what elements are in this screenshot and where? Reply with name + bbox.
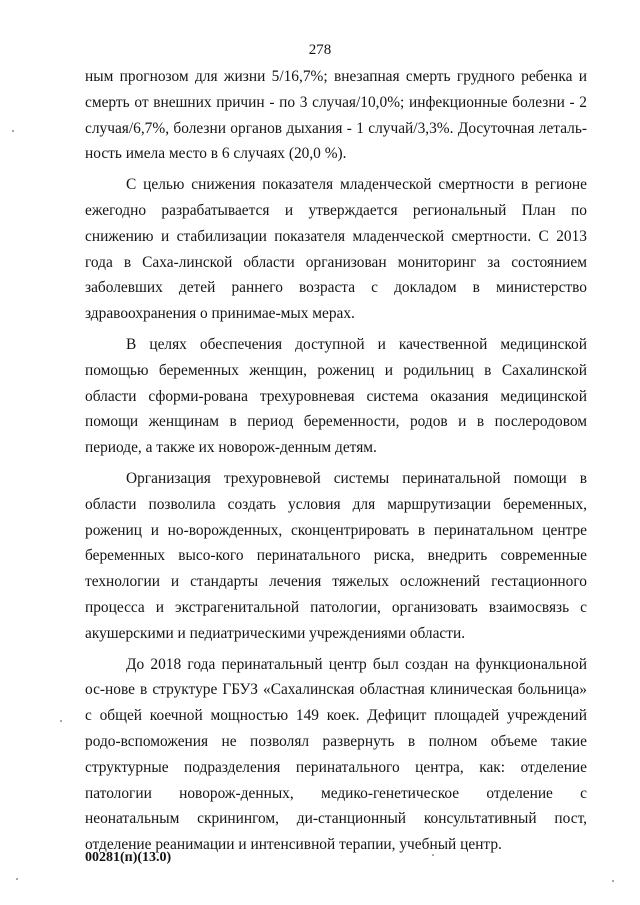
scan-artifact xyxy=(12,130,14,132)
paragraph: С целью снижения показателя младенческой смертности в регионе ежегодно разрабатывается и утверждается региональный План по снижению и стабилизации показателя младенческой смертности. С 2013 года в Саха-линской области организован мониторинг за состоянием заболевших детей раннего возраста с докладом в министерство здравоохранения о принимае-мых мерах. xyxy=(85,176,587,323)
scan-artifact xyxy=(60,720,62,722)
scan-artifact xyxy=(432,854,434,856)
paragraph-continuation: ным прогнозом для жизни 5/16,7%; внезапная смерть грудного ребенка и смерть от внешних причин - по 3 случая/10,0%; инфекционные болезни - 2 случая/6,7%, болезни органов дыхания - 1 случай/3,3%. Досуточная леталь-ность имела место в 6 случаях (20,0 %). xyxy=(85,68,587,163)
scan-artifact xyxy=(16,878,18,880)
page-number: 278 xyxy=(308,42,332,58)
body-text xyxy=(85,64,587,863)
paragraph: Организация трехуровневой системы перинатальной помощи в области позволила создать условия для маршрутизации беременных, рожениц и но-ворожденных, сконцентрировать в перинатальном центре беременных высо-кого перинатального риска, внедрить современные технологии и стандарты лечения тяжелых осложнений гестационного процесса и экстрагенитальной патологии, организовать взаимосвязь с акушерскими и педиатрическими учреждениями области. xyxy=(85,469,587,642)
paragraph: В целях обеспечения доступной и качественной медицинской помощью беременных женщин, рожениц и родильниц в Сахалинской области сформи-рована трехуровневая система оказания медицинской помощи женщинам в период беременности, родов и в послеродовом периоде, а также их новорож-денным детям. xyxy=(85,335,587,457)
paragraph: До 2018 года перинатальный центр был создан на функциональной ос-нове в структуре ГБУЗ «Сахалинская областная клиническая больница» с общей коечной мощностью 149 коек. Дефицит площадей учреждений родо-вспоможения не позволял развернуть в полном объеме такие структурные подразделения перинатального центра, как: отделение патологии новорож-денных, медико-генетическое отделение с неонатальным скринингом, ди-станционный консультативный пост, отделение реанимации и интенсивной терапии, учебный центр. xyxy=(85,655,587,854)
scan-artifact xyxy=(612,880,614,882)
document-code: 00281(п)(13.0) xyxy=(85,850,172,865)
